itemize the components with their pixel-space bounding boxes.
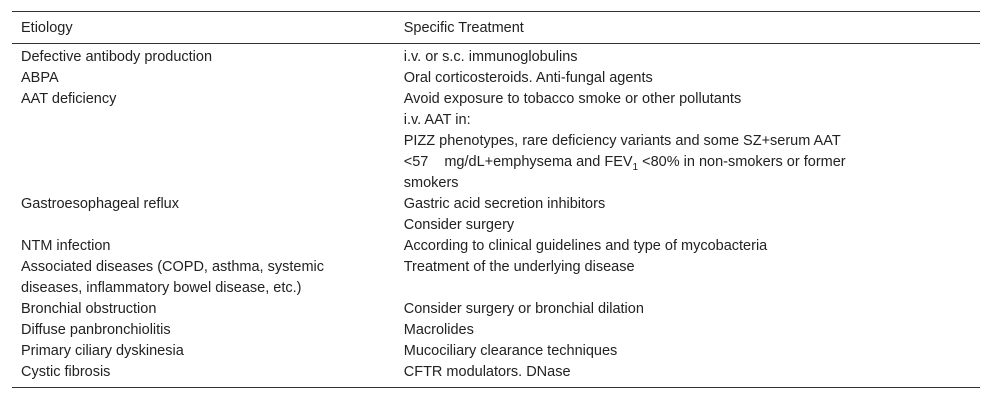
treatment-cell	[395, 89, 980, 194]
treatment-cell	[395, 362, 980, 388]
treatment-line: According to clinical guidelines and type of mycobacteria	[403, 238, 768, 254]
treatment-cell	[395, 236, 980, 257]
etiology-cell: Diffuse panbronchiolitis	[21, 322, 171, 338]
etiology-cell: NTM infection	[21, 238, 111, 254]
etiology-cell: Cystic fibrosis	[21, 364, 111, 380]
treatment-line: Gastric acid secretion inhibitors	[403, 196, 606, 212]
threshold-value: <57	[403, 154, 429, 170]
header-etiology: Etiology	[12, 12, 395, 44]
threshold-unit: mg/dL+emphysema and FEV	[444, 154, 633, 170]
treatment-cell	[395, 257, 980, 299]
etiology-cell: Primary ciliary dyskinesia	[21, 343, 184, 359]
treatment-line: Consider surgery or bronchial dilation	[403, 301, 644, 317]
etiology-cell: Gastroesophageal reflux	[21, 196, 179, 212]
treatment-table-container	[12, 11, 980, 388]
treatment-line: i.v. or s.c. immunoglobulins	[403, 49, 578, 65]
treatment-line: i.v. AAT in:	[403, 112, 471, 128]
table-row	[12, 257, 980, 299]
header-specific-treatment: Specific Treatment	[395, 12, 980, 44]
treatment-line: Treatment of the underlying disease	[403, 259, 635, 275]
treatment-line-fev	[404, 152, 980, 173]
treatment-line: Avoid exposure to tobacco smoke or other pollutants	[403, 91, 742, 107]
table-row	[12, 236, 980, 257]
table-row	[12, 299, 980, 320]
treatment-line: CFTR modulators. DNase	[403, 364, 571, 380]
treatment-line: Macrolides	[403, 322, 474, 338]
treatment-line: PIZZ phenotypes, rare deficiency variants and some SZ+serum AAT	[403, 133, 841, 149]
table-row	[12, 320, 980, 341]
table-row	[12, 44, 980, 69]
etiology-line: diseases, inflammatory bowel disease, etc.)	[21, 280, 302, 296]
treatment-cell	[395, 341, 980, 362]
fev-subscript: 1	[632, 161, 639, 173]
etiology-cell	[12, 257, 395, 299]
table-row	[12, 362, 980, 388]
treatment-line: Oral corticosteroids. Anti-fungal agents	[403, 70, 653, 86]
table-row	[12, 89, 980, 194]
table-header	[12, 12, 980, 44]
table-row	[12, 68, 980, 89]
treatment-line: smokers	[403, 175, 459, 191]
table-row	[12, 194, 980, 236]
etiology-line: Associated diseases (COPD, asthma, systemic	[21, 259, 324, 275]
header-row	[12, 12, 980, 44]
fev-criteria: <80% in non-smokers or former	[638, 154, 846, 170]
table-body	[12, 44, 980, 388]
etiology-treatment-table	[12, 11, 980, 388]
treatment-cell	[395, 194, 980, 236]
treatment-cell	[395, 44, 980, 69]
treatment-line: Consider surgery	[403, 217, 515, 233]
etiology-cell: Bronchial obstruction	[21, 301, 157, 317]
etiology-cell: ABPA	[21, 70, 59, 86]
treatment-cell	[395, 68, 980, 89]
table-row	[12, 341, 980, 362]
etiology-cell: AAT deficiency	[21, 91, 117, 107]
treatment-line: Mucociliary clearance techniques	[403, 343, 618, 359]
etiology-cell: Defective antibody production	[21, 49, 213, 65]
treatment-cell	[395, 299, 980, 320]
treatment-cell	[395, 320, 980, 341]
